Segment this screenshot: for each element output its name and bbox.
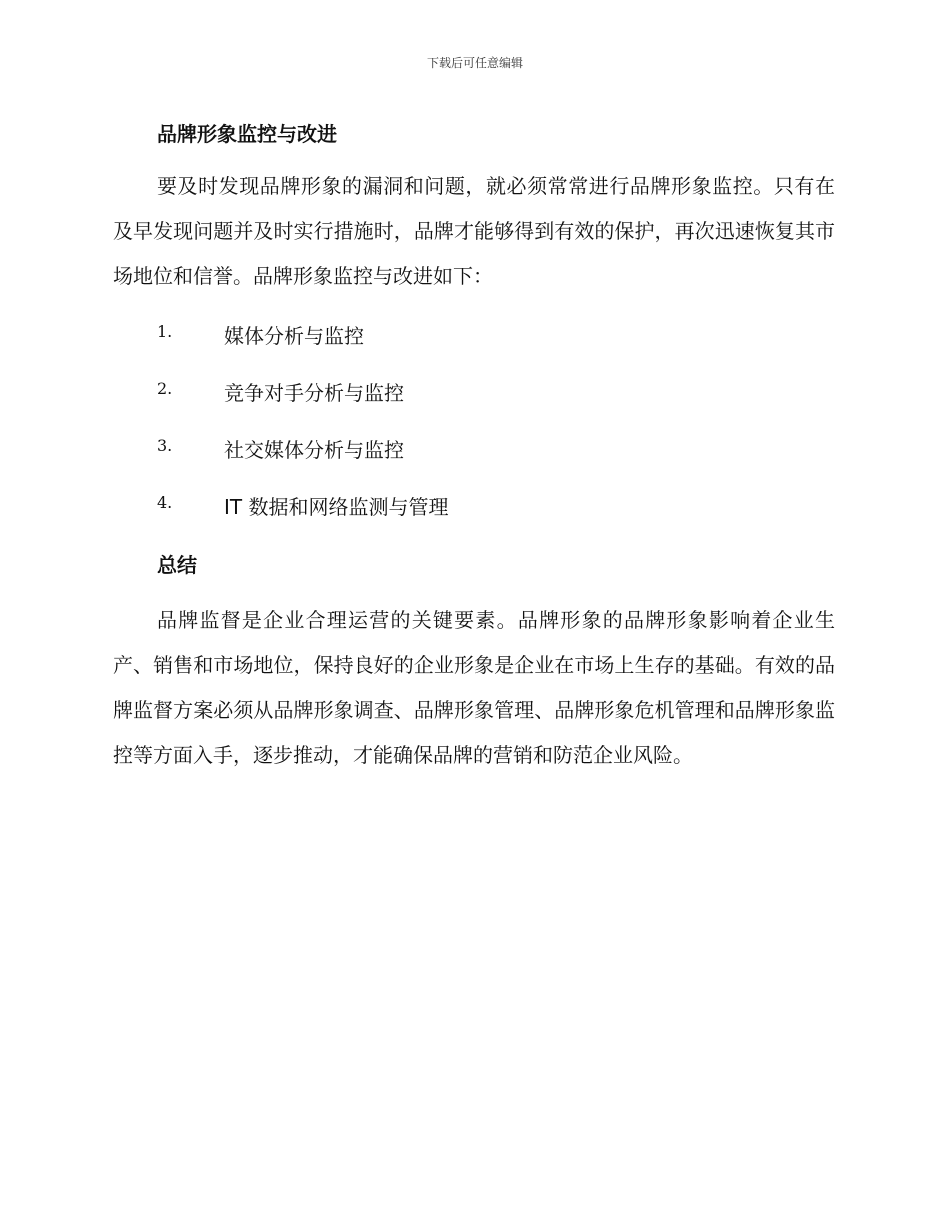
section-heading-summary: 总结: [157, 553, 197, 577]
list-item-number: 3.: [157, 436, 173, 455]
list-item-text: 竞争对手分析与监控: [224, 381, 404, 405]
list-item-number: 2.: [157, 379, 173, 398]
section-paragraph-brand-monitoring: 要及时发现品牌形象的漏洞和问题，就必须常常进行品牌形象监控。只有在及早发现问题并及时实行措施时，品牌才能够得到有效的保护，再次迅速恢复其市场地位和信誉。品牌形象监控与改进如下：: [113, 174, 835, 288]
section-heading-brand-monitoring: 品牌形象监控与改进: [157, 122, 337, 146]
page-header-note: 下载后可任意编辑: [426, 56, 523, 70]
list-item-number: 4.: [157, 493, 173, 512]
list-item-text: 媒体分析与监控: [224, 324, 364, 348]
list-item-text: 社交媒体分析与监控: [224, 438, 404, 462]
list-item-text: IT 数据和网络监测与管理: [224, 495, 449, 519]
section-paragraph-summary: 品牌监督是企业合理运营的关键要素。品牌形象的品牌形象影响着企业生产、销售和市场地位，保持良好的企业形象是企业在市场上生存的基础。有效的品牌监督方案必须从品牌形象调查、品牌形象管理、品牌形象危机管理和品牌形象监控等方面入手，逐步推动，才能确保品牌的营销和防范企业风险。: [113, 608, 835, 767]
list-item-number: 1.: [157, 322, 173, 341]
